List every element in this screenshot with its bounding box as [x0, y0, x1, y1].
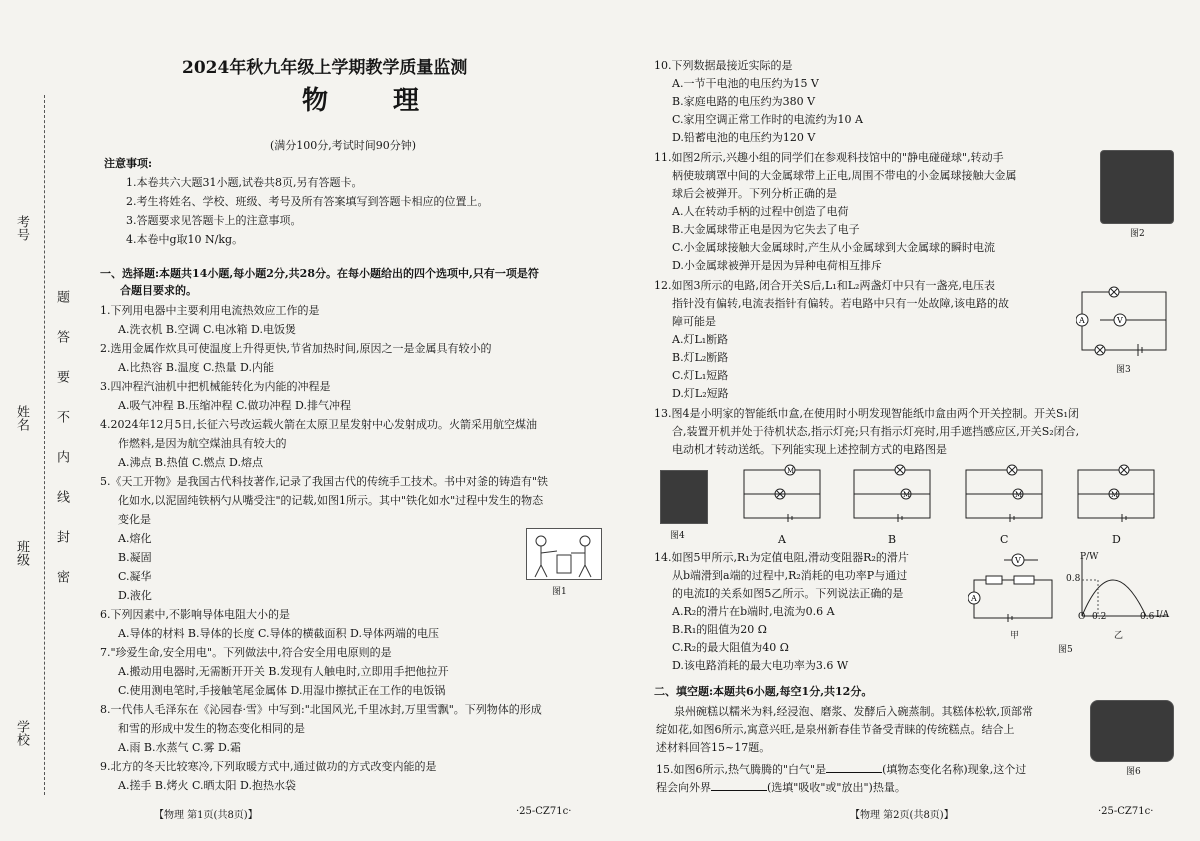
question-line: 2.选用金属作炊具可使温度上升得更快,节省加热时间,原因之一是金属具有较小的 — [100, 342, 492, 355]
figure-3-caption: 图3 — [1116, 365, 1131, 375]
question-line: 球后会被弹开。下列分析正确的是 — [672, 187, 837, 200]
question-line: D.灯L₂短路 — [672, 387, 729, 400]
svg-text:M: M — [903, 491, 911, 499]
label-class: 班级 — [14, 540, 29, 566]
question-line: 和雪的形成中发生的物态变化相同的是 — [118, 722, 305, 735]
notice-item: 4.本卷中g取10 N/kg。 — [126, 233, 244, 246]
question-line: A.雨 B.水蒸气 C.雾 D.霜 — [118, 741, 241, 754]
seal-char: 不 — [54, 410, 69, 423]
question-line: A.人在转动手柄的过程中创造了电荷 — [672, 205, 849, 218]
question-line: 1.下列用电器中主要利用电流热效应工作的是 — [100, 304, 320, 317]
page-1 — [96, 0, 628, 841]
figure-2-photo — [1100, 150, 1174, 224]
svg-text:M: M — [1111, 491, 1119, 499]
question-line: A.R₂的滑片在b端时,电流为0.6 A — [672, 605, 835, 618]
section2-passage: 绽如花,如图6所示,寓意兴旺,是泉州新春佳节备受青睐的传统糕点。结合上 — [656, 723, 1015, 736]
question-line: D.小金属球被弹开是因为异种电荷相互排斥 — [672, 259, 882, 272]
svg-text:V: V — [1015, 556, 1021, 565]
figure-1-drawing — [527, 529, 601, 579]
question-line: 11.如图2所示,兴趣小组的同学们在参观科技馆中的"静电碰碰球",转动手 — [654, 151, 1004, 164]
question-line: B.R₁的阻值为20 Ω — [672, 623, 767, 636]
question-line: B.大金属球带正电是因为它失去了电子 — [672, 223, 860, 236]
subject-title: 物 理 — [302, 86, 448, 116]
seal-char: 题 — [54, 290, 69, 303]
question-line: C.凝华 — [118, 570, 152, 583]
question-line: A.吸气冲程 B.压缩冲程 C.做功冲程 D.排气冲程 — [118, 399, 351, 412]
notice-item: 3.答题要求见答题卡上的注意事项。 — [126, 214, 302, 227]
question-line: 柄使玻璃罩中间的大金属球带上正电,周围不带电的小金属球接触大金属 — [672, 169, 1017, 182]
option-a-circuit — [740, 464, 824, 522]
notice-title: 注意事项: — [104, 157, 153, 170]
section2-title: 二、填空题:本题共6小题,每空1分,共12分。 — [654, 685, 873, 698]
label-exam-number: 考号 — [14, 215, 29, 241]
option-c-label: C — [1000, 533, 1009, 546]
binding-strip — [0, 0, 78, 841]
answer-blank[interactable] — [711, 778, 767, 791]
page2-footer-left: 【物理 第2页(共8页)】 — [850, 810, 954, 821]
section2-passage: 述材料回答15~17题。 — [656, 741, 771, 754]
graph-ytick: 0.8 — [1066, 574, 1081, 584]
question-line: D.液化 — [118, 589, 152, 602]
question-line: B.凝固 — [118, 551, 152, 564]
svg-text:M: M — [787, 467, 795, 475]
question-15-cont — [656, 778, 906, 796]
question-line: 14.如图5甲所示,R₁为定值电阻,滑动变阻器R₂的滑片 — [654, 551, 909, 564]
notice-item: 1.本卷共六大题31小题,试卷共8页,另有答题卡。 — [126, 176, 363, 189]
figure-5-caption: 图5 — [1058, 645, 1073, 655]
option-d-label: D — [1112, 533, 1121, 546]
figure-2-caption: 图2 — [1130, 229, 1145, 239]
seal-char: 要 — [54, 370, 69, 383]
svg-text:V: V — [1117, 316, 1123, 325]
question-line: 指针没有偏转,电流表指针有偏转。若电路中只有一处故障,该电路的故 — [672, 297, 1009, 310]
notice-item: 2.考生将姓名、学校、班级、考号及所有答案填写到答题卡相应的位置上。 — [126, 195, 489, 208]
question-line: C.R₂的最大阻值为40 Ω — [672, 641, 789, 654]
question-line: 从b端滑到a端的过程中,R₂消耗的电功率P与通过 — [672, 569, 908, 582]
question-line: 变化是 — [118, 513, 151, 526]
question-line: C.家用空调正常工作时的电流约为10 A — [672, 113, 863, 126]
question-line: 电动机才转动送纸。下列能实现上述控制方式的电路图是 — [672, 443, 947, 456]
question-15-part: (填物态变化名称)现象,这个过 — [882, 763, 1027, 776]
question-line: 7."珍爱生命,安全用电"。下列做法中,符合安全用电原则的是 — [100, 646, 392, 659]
option-b-label: B — [888, 533, 897, 546]
figure-6-photo — [1090, 700, 1174, 762]
question-line: A.搓手 B.烤火 C.晒太阳 D.抱热水袋 — [118, 779, 296, 792]
page1-footer-right: ·25-CZ71c· — [516, 806, 572, 817]
question-line: 3.四冲程汽油机中把机械能转化为内能的冲程是 — [100, 380, 331, 393]
figure-1-illustration — [526, 528, 602, 580]
graph-xtick: 0.6 — [1140, 612, 1155, 622]
exam-title: 2024年秋九年级上学期教学质量监测 — [182, 58, 468, 78]
question-line: A.一节干电池的电压约为15 V — [672, 77, 819, 90]
svg-text:A: A — [1079, 316, 1085, 325]
question-line: D.该电路消耗的最大电功率为3.6 W — [672, 659, 849, 672]
exam-info: (满分100分,考试时间90分钟) — [270, 139, 417, 152]
page-2 — [650, 0, 1185, 841]
seal-char: 内 — [54, 450, 69, 463]
page2-footer-right: ·25-CZ71c· — [1098, 806, 1154, 817]
figure-3-circuit — [1076, 282, 1172, 358]
question-line: B.家庭电路的电压约为380 V — [672, 95, 816, 108]
seal-char: 线 — [54, 490, 69, 503]
question-line: B.灯L₂断路 — [672, 351, 729, 364]
question-line: 的电流I的关系如图5乙所示。下列说法正确的是 — [672, 587, 904, 600]
question-line: 8.一代伟人毛泽东在《沁园春·雪》中写到:"北国风光,千里冰封,万里雪飘"。下列物体的形成 — [100, 703, 542, 716]
answer-blank[interactable] — [826, 760, 882, 773]
figure-5-circuit — [968, 550, 1058, 626]
option-a-label: A — [778, 533, 786, 546]
question-line: 5.《天工开物》是我国古代科技著作,记录了我国古代的传统手工技术。书中对釜的铸造有"铁 — [100, 475, 549, 488]
figure-5-right-label: 乙 — [1114, 631, 1124, 641]
seal-char: 密 — [54, 570, 69, 583]
figure-6-caption: 图6 — [1126, 767, 1141, 777]
question-line: A.搬动用电器时,无需断开开关 B.发现有人触电时,立即用手把他拉开 — [118, 665, 449, 678]
question-line: A.熔化 — [118, 532, 152, 545]
question-line: 12.如图3所示的电路,闭合开关S后,L₁和L₂两盏灯中只有一盏亮,电压表 — [654, 279, 995, 292]
label-school: 学校 — [14, 720, 29, 746]
question-line: A.洗衣机 B.空调 C.电冰箱 D.电饭煲 — [118, 323, 296, 336]
question-line: 4.2024年12月5日,长征六号改运载火箭在太原卫星发射中心发射成功。火箭采用航空煤油 — [100, 418, 537, 431]
seal-char: 答 — [54, 330, 69, 343]
label-name: 姓名 — [14, 405, 29, 431]
section1-title: 一、选择题:本题共14小题,每小题2分,共28分。在每小题给出的四个选项中,只有一项是符 — [100, 267, 539, 280]
graph-xlabel: I/A — [1156, 610, 1170, 620]
question-line: 10.下列数据最接近实际的是 — [654, 59, 793, 72]
seal-line — [44, 95, 45, 795]
page1-footer-left: 【物理 第1页(共8页)】 — [154, 810, 258, 821]
question-line: 13.图4是小明家的智能纸巾盒,在使用时小明发现智能纸巾盒由两个开关控制。开关S₁闭 — [654, 407, 1079, 420]
figure-5-left-label: 甲 — [1010, 631, 1020, 641]
question-line: D.铅蓄电池的电压约为120 V — [672, 131, 816, 144]
question-15-part: 程会向外界 — [656, 781, 711, 794]
svg-text:A: A — [971, 594, 977, 603]
graph-xtick: 0.2 — [1092, 612, 1107, 622]
section1-title-cont: 合题目要求的。 — [120, 284, 197, 297]
question-line: 障可能是 — [672, 315, 716, 328]
question-line: 9.北方的冬天比较寒冷,下列取暖方式中,通过做功的方式改变内能的是 — [100, 760, 437, 773]
question-line: C.小金属球接触大金属球时,产生从小金属球到大金属球的瞬时电流 — [672, 241, 996, 254]
figure-1-caption: 图1 — [552, 587, 567, 597]
question-15-part: (选填"吸收"或"放出")热量。 — [767, 781, 906, 794]
question-line: A.沸点 B.热值 C.燃点 D.熔点 — [118, 456, 263, 469]
seal-char: 封 — [54, 530, 69, 543]
option-d-circuit — [1074, 464, 1158, 522]
question-line: C.使用测电笔时,手接触笔尾金属体 D.用湿巾擦拭正在工作的电饭锅 — [118, 684, 446, 697]
graph-ylabel: P/W — [1080, 552, 1099, 562]
question-line: 化如水,以泥固纯铁柄勺从嘴受注"的记载,如图1所示。其中"铁化如水"过程中发生的物态 — [118, 494, 544, 507]
option-c-circuit — [962, 464, 1046, 522]
figure-4-photo — [660, 470, 708, 524]
graph-origin: O — [1078, 612, 1086, 622]
question-15 — [656, 760, 1026, 778]
question-line: 6.下列因素中,不影响导体电阻大小的是 — [100, 608, 290, 621]
question-line: 合,装置开机并处于待机状态,指示灯亮;只有指示灯亮时,用手遮挡感应区,开关S₂闭合, — [672, 425, 1080, 438]
question-line: A.灯L₁断路 — [672, 333, 729, 346]
question-line: 作燃料,是因为航空煤油具有较大的 — [118, 437, 287, 450]
svg-text:M: M — [1015, 491, 1023, 499]
section2-passage: 泉州碗糕以糯米为料,经浸泡、磨浆、发酵后入碗蒸制。其糕体松软,顶部常 — [674, 705, 1033, 718]
question-15-part: 15.如图6所示,热气腾腾的"白气"是 — [656, 763, 827, 776]
question-line: A.导体的材料 B.导体的长度 C.导体的横截面积 D.导体两端的电压 — [118, 627, 439, 640]
option-b-circuit — [850, 464, 934, 522]
question-line: C.灯L₁短路 — [672, 369, 729, 382]
question-line: A.比热容 B.温度 C.热量 D.内能 — [118, 361, 274, 374]
figure-4-caption: 图4 — [670, 531, 685, 541]
